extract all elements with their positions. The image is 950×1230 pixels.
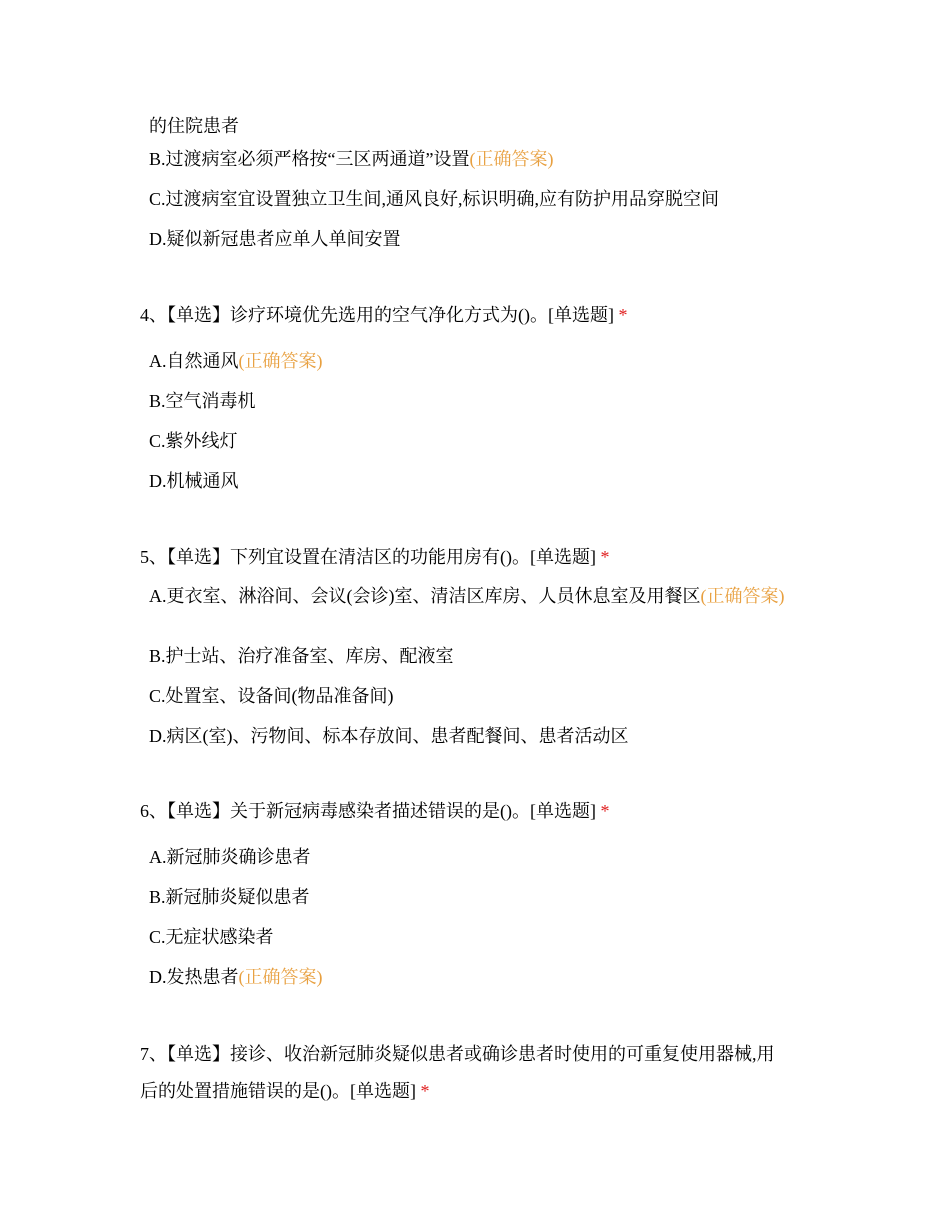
correct-answer-tag: (正确答案) xyxy=(700,586,785,606)
option-text: B.护士站、治疗准备室、库房、配液室 xyxy=(149,646,454,666)
q6-option-b xyxy=(149,884,310,910)
question-6-stem xyxy=(140,798,609,824)
option-text: A.更衣室、淋浴间、会议(会诊)室、清洁区库房、人员休息室及用餐区 xyxy=(149,586,701,606)
option-text: B.新冠肺炎疑似患者 xyxy=(149,887,310,907)
q5-option-c xyxy=(149,683,394,709)
option-text: A.自然通风 xyxy=(149,351,239,371)
q5-option-d xyxy=(149,723,629,749)
question-7-stem-line2 xyxy=(140,1078,429,1104)
option-text: C.处置室、设备间(物品准备间) xyxy=(149,686,394,706)
option-text: D.疑似新冠患者应单人单间安置 xyxy=(149,229,401,249)
option-text: A.新冠肺炎确诊患者 xyxy=(149,847,311,867)
option-text: D.机械通风 xyxy=(149,471,239,491)
q3-option-b xyxy=(149,146,553,172)
option-text: D.发热患者 xyxy=(149,967,239,987)
q5-option-a xyxy=(149,583,789,609)
option-text: C.无症状感染者 xyxy=(149,927,274,947)
q4-option-a xyxy=(149,348,323,374)
q4-option-c xyxy=(149,428,238,454)
required-marker: * xyxy=(600,801,610,821)
question-5-stem xyxy=(140,544,609,570)
q3-option-c xyxy=(149,186,719,212)
correct-answer-tag: (正确答案) xyxy=(469,149,554,169)
correct-answer-tag: (正确答案) xyxy=(238,351,323,371)
q6-option-d xyxy=(149,964,323,990)
option-text: B.过渡病室必须严格按“三区两通道”设置 xyxy=(149,149,470,169)
question-text: 6、【单选】关于新冠病毒感染者描述错误的是()。[单选题] xyxy=(140,801,596,821)
question-text: 5、【单选】下列宜设置在清洁区的功能用房有()。[单选题] xyxy=(140,547,596,567)
q5-option-b xyxy=(149,643,454,669)
option-text: C.紫外线灯 xyxy=(149,431,238,451)
question-text: 4、【单选】诊疗环境优先选用的空气净化方式为()。[单选题] xyxy=(140,305,614,325)
option-text: D.病区(室)、污物间、标本存放间、患者配餐间、患者活动区 xyxy=(149,726,629,746)
question-text: 后的处置措施错误的是()。[单选题] xyxy=(140,1081,416,1101)
q6-option-c xyxy=(149,924,274,950)
q3-continued-text: 的住院患者 xyxy=(149,116,239,136)
required-marker: * xyxy=(420,1081,430,1101)
option-text: C.过渡病室宜设置独立卫生间,通风良好,标识明确,应有防护用品穿脱空间 xyxy=(149,189,720,209)
question-7-stem-line1: 7、【单选】接诊、收治新冠肺炎疑似患者或确诊患者时使用的可重复使用器械,用 xyxy=(140,1044,775,1064)
q3-option-d xyxy=(149,226,401,252)
required-marker: * xyxy=(618,305,628,325)
correct-answer-tag: (正确答案) xyxy=(238,967,323,987)
q4-option-d xyxy=(149,468,239,494)
required-marker: * xyxy=(600,547,610,567)
option-text: B.空气消毒机 xyxy=(149,391,256,411)
question-4-stem xyxy=(140,302,627,328)
q6-option-a xyxy=(149,844,311,870)
q4-option-b xyxy=(149,388,256,414)
